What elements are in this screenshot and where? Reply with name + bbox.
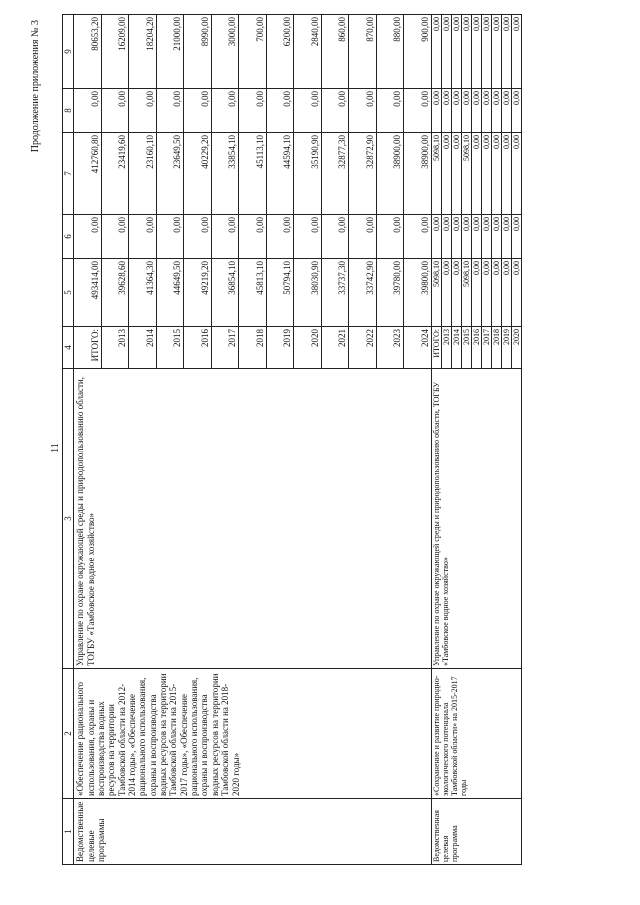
other-cell: 880,00	[376, 15, 404, 89]
regional-cell: 23649,50	[156, 133, 184, 215]
col-header: 2	[63, 669, 74, 799]
regional-cell: 412760,80	[74, 133, 102, 215]
regional-cell: 0,00	[501, 133, 511, 215]
other-cell: 870,00	[349, 15, 377, 89]
local-cell: 0,00	[376, 89, 404, 133]
year-cell: 2020	[511, 327, 521, 369]
col-header: 4	[63, 327, 74, 369]
total-cell: 5098,10	[431, 259, 441, 327]
program-name-cell: «Сохранение и развитие природно-экологического потенциала Тамбовской области» на 2015-2017 годы	[431, 669, 521, 799]
total-cell: 39628,60	[101, 259, 129, 327]
local-cell: 0,00	[501, 89, 511, 133]
federal-cell: 0,00	[156, 215, 184, 259]
local-cell: 0,00	[294, 89, 322, 133]
year-cell: 2018	[491, 327, 501, 369]
year-cell: 2016	[471, 327, 481, 369]
total-cell: 493414,00	[74, 259, 102, 327]
regional-cell: 0,00	[451, 133, 461, 215]
local-cell: 0,00	[74, 89, 102, 133]
year-cell: 2019	[266, 327, 294, 369]
page-number: 11	[50, 443, 61, 453]
year-cell: 2014	[451, 327, 461, 369]
col-header: 8	[63, 89, 74, 133]
program-type-cell: Ведомственные целевые программы	[74, 799, 432, 865]
federal-cell: 0,00	[376, 215, 404, 259]
local-cell: 0,00	[441, 89, 451, 133]
block-ecology-program	[431, 15, 521, 865]
federal-cell: 0,00	[266, 215, 294, 259]
header-row	[63, 15, 74, 865]
regional-cell: 35190,90	[294, 133, 322, 215]
other-cell: 900,00	[404, 15, 432, 89]
total-cell: 33737,30	[321, 259, 349, 327]
regional-cell: 0,00	[491, 133, 501, 215]
executor-cell: Управление по охране окружающей среды и природопользованию области, ТОГБУ «Тамбовское водное хозяйство»	[431, 369, 521, 669]
col-header: 9	[63, 15, 74, 89]
local-cell: 0,00	[431, 89, 441, 133]
other-cell: 0,00	[481, 15, 491, 89]
local-cell: 0,00	[471, 89, 481, 133]
total-cell: 0,00	[501, 259, 511, 327]
local-cell: 0,00	[349, 89, 377, 133]
year-cell: 2016	[184, 327, 212, 369]
total-cell: 39780,00	[376, 259, 404, 327]
year-cell: 2017	[481, 327, 491, 369]
regional-cell: 32877,30	[321, 133, 349, 215]
regional-cell: 5098,10	[431, 133, 441, 215]
regional-cell: 33854,10	[211, 133, 239, 215]
regional-cell: 45113,10	[239, 133, 267, 215]
total-cell: 50794,10	[266, 259, 294, 327]
federal-cell: 0,00	[239, 215, 267, 259]
block-water-programs	[74, 15, 432, 865]
col-header: 5	[63, 259, 74, 327]
year-cell: 2023	[376, 327, 404, 369]
year-cell: 2017	[211, 327, 239, 369]
other-cell: 6200,00	[266, 15, 294, 89]
federal-cell: 0,00	[321, 215, 349, 259]
year-cell: 2013	[101, 327, 129, 369]
year-cell: 2019	[501, 327, 511, 369]
other-cell: 16209,00	[101, 15, 129, 89]
other-cell: 3000,00	[211, 15, 239, 89]
total-cell: 36854,10	[211, 259, 239, 327]
year-cell: 2024	[404, 327, 432, 369]
table-row	[74, 15, 102, 865]
regional-cell: 23160,10	[129, 133, 157, 215]
total-cell: 38030,90	[294, 259, 322, 327]
year-cell: 2021	[321, 327, 349, 369]
federal-cell: 0,00	[129, 215, 157, 259]
local-cell: 0,00	[184, 89, 212, 133]
executor-cell: Управление по охране окружающей среды и природопользованию области, ТОГБУ «Тамбовское водное хозяйство»	[74, 369, 432, 669]
year-cell: 2015	[156, 327, 184, 369]
federal-cell: 0,00	[451, 215, 461, 259]
total-cell: 33742,90	[349, 259, 377, 327]
local-cell: 0,00	[491, 89, 501, 133]
regional-cell: 0,00	[511, 133, 521, 215]
other-cell: 80653,20	[74, 15, 102, 89]
total-cell: 45813,10	[239, 259, 267, 327]
other-cell: 0,00	[441, 15, 451, 89]
other-cell: 21000,00	[156, 15, 184, 89]
year-cell: 2013	[441, 327, 451, 369]
local-cell: 0,00	[211, 89, 239, 133]
regional-cell: 0,00	[471, 133, 481, 215]
regional-cell: 38900,00	[404, 133, 432, 215]
year-cell: 2015	[461, 327, 471, 369]
other-cell: 8990,00	[184, 15, 212, 89]
other-cell: 18204,20	[129, 15, 157, 89]
regional-cell: 5098,10	[461, 133, 471, 215]
regional-cell: 40229,20	[184, 133, 212, 215]
federal-cell: 0,00	[461, 215, 471, 259]
other-cell: 860,00	[321, 15, 349, 89]
total-cell: 49219,20	[184, 259, 212, 327]
local-cell: 0,00	[511, 89, 521, 133]
total-cell: 41364,30	[129, 259, 157, 327]
federal-cell: 0,00	[511, 215, 521, 259]
federal-cell: 0,00	[501, 215, 511, 259]
year-cell: 2022	[349, 327, 377, 369]
col-header: 7	[63, 133, 74, 215]
regional-cell: 44594,10	[266, 133, 294, 215]
federal-cell: 0,00	[211, 215, 239, 259]
federal-cell: 0,00	[404, 215, 432, 259]
regional-cell: 0,00	[481, 133, 491, 215]
year-cell: ИТОГО:	[431, 327, 441, 369]
local-cell: 0,00	[451, 89, 461, 133]
federal-cell: 0,00	[431, 215, 441, 259]
other-cell: 0,00	[511, 15, 521, 89]
regional-cell: 38900,00	[376, 133, 404, 215]
local-cell: 0,00	[461, 89, 471, 133]
total-cell: 44649,50	[156, 259, 184, 327]
other-cell: 2840,00	[294, 15, 322, 89]
budget-table	[62, 14, 522, 865]
federal-cell: 0,00	[471, 215, 481, 259]
federal-cell: 0,00	[184, 215, 212, 259]
federal-cell: 0,00	[481, 215, 491, 259]
total-cell: 5098,10	[461, 259, 471, 327]
year-cell: 2020	[294, 327, 322, 369]
local-cell: 0,00	[239, 89, 267, 133]
total-cell: 0,00	[481, 259, 491, 327]
col-header: 3	[63, 369, 74, 669]
year-cell: 2018	[239, 327, 267, 369]
regional-cell: 0,00	[441, 133, 451, 215]
other-cell: 0,00	[431, 15, 441, 89]
federal-cell: 0,00	[101, 215, 129, 259]
federal-cell: 0,00	[491, 215, 501, 259]
regional-cell: 32872,90	[349, 133, 377, 215]
other-cell: 0,00	[471, 15, 481, 89]
other-cell: 0,00	[461, 15, 471, 89]
program-type-cell: Ведомственная целевая программа	[431, 799, 521, 865]
local-cell: 0,00	[129, 89, 157, 133]
local-cell: 0,00	[156, 89, 184, 133]
local-cell: 0,00	[101, 89, 129, 133]
federal-cell: 0,00	[349, 215, 377, 259]
col-header: 6	[63, 215, 74, 259]
regional-cell: 23419,60	[101, 133, 129, 215]
table-row	[431, 15, 441, 865]
other-cell: 0,00	[491, 15, 501, 89]
federal-cell: 0,00	[294, 215, 322, 259]
program-name-cell: «Обеспечение рационального использования, охраны и воспроизводства водных ресурсов на территории Тамбовской области на 2012-2014 годы», «Обеспечение рационального использования, охраны и воспроизводства водных ресурсов на территории Тамбовской области на 2015-2017 годы», «Обеспечение рационального использования, охраны и воспроизводства водных ресурсов на территории Тамбовской области на 2018-2020 годы»	[74, 669, 432, 799]
local-cell: 0,00	[481, 89, 491, 133]
federal-cell: 0,00	[441, 215, 451, 259]
local-cell: 0,00	[321, 89, 349, 133]
other-cell: 0,00	[451, 15, 461, 89]
local-cell: 0,00	[266, 89, 294, 133]
year-cell: 2014	[129, 327, 157, 369]
other-cell: 700,00	[239, 15, 267, 89]
total-cell: 0,00	[451, 259, 461, 327]
total-cell: 0,00	[511, 259, 521, 327]
total-cell: 39800,00	[404, 259, 432, 327]
federal-cell: 0,00	[74, 215, 102, 259]
other-cell: 0,00	[501, 15, 511, 89]
total-cell: 0,00	[471, 259, 481, 327]
total-cell: 0,00	[441, 259, 451, 327]
total-cell: 0,00	[491, 259, 501, 327]
year-cell: ИТОГО:	[74, 327, 102, 369]
appendix-note: Продолжение приложения № 3	[30, 20, 41, 153]
local-cell: 0,00	[404, 89, 432, 133]
col-header: 1	[63, 799, 74, 865]
